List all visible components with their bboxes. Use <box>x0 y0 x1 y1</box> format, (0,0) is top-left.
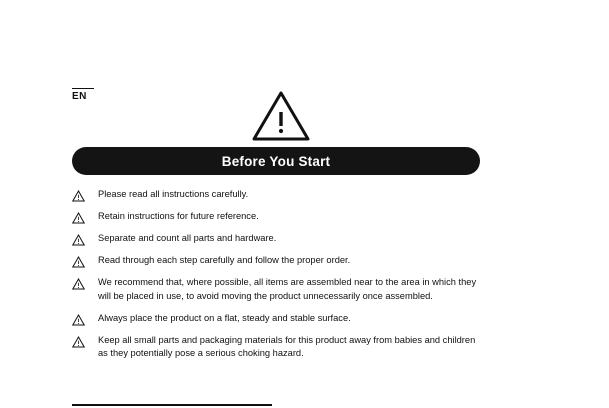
list-item <box>72 254 484 268</box>
list-item <box>72 232 484 246</box>
section-banner <box>72 147 480 175</box>
list-item <box>72 210 484 224</box>
note-text: We recommend that, where possible, all items are assembled near to the area in which they will be placed in use, to avoid moving the product unnecessarily once assembled. <box>98 277 477 301</box>
list-item <box>72 312 484 326</box>
list-item <box>72 334 484 361</box>
language-marker-rule <box>72 88 94 89</box>
note-text: Always place the product on a flat, steady and stable surface. <box>98 312 351 323</box>
warning-triangle-icon <box>72 335 85 347</box>
warning-triangle-icon <box>72 277 85 289</box>
warning-triangle-icon <box>72 313 85 325</box>
language-marker-label: EN <box>72 91 87 102</box>
notes-list <box>72 188 484 369</box>
warning-triangle-icon <box>251 90 311 142</box>
warning-triangle-icon <box>72 233 85 245</box>
page-bottom-divider <box>72 404 272 406</box>
warning-triangle-icon <box>72 211 85 223</box>
list-item <box>72 276 484 303</box>
section-title: Before You Start <box>221 153 331 169</box>
note-text: Retain instructions for future reference. <box>98 211 259 221</box>
note-text: Please read all instructions carefully. <box>98 189 249 199</box>
warning-triangle-icon <box>72 255 85 267</box>
language-marker <box>72 88 96 102</box>
note-text: Separate and count all parts and hardware. <box>98 233 277 243</box>
warning-triangle-icon <box>72 189 85 201</box>
list-item <box>72 188 484 202</box>
note-text: Read through each step carefully and follow the proper order. <box>98 255 351 265</box>
note-text: Keep all small parts and packaging materials for this product away from babies and children as they potentially pose a serious choking hazard. <box>98 334 476 358</box>
